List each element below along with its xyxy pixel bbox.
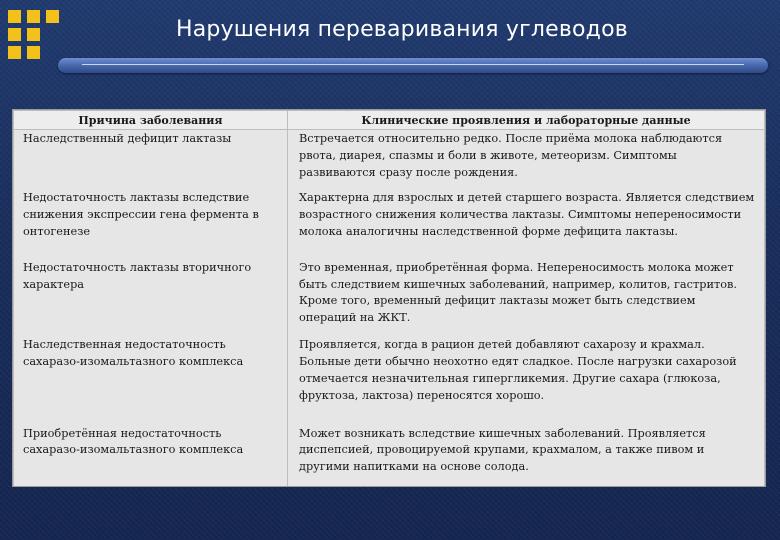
cause-cell: Недостаточность лактазы вследствие снижения экспрессии гена фермента в онтогенезе [14, 189, 288, 258]
clinical-cell: Проявляется, когда в рацион детей добавляют сахарозу и крахмал. Больные дети обычно неохотно едят сладкое. После нагрузки сахарозой отмечается незначительная гипергликемия. Другие сахара (глюкоза, фруктоза, лактоза) переносятся хорошо. [288, 336, 765, 424]
title-underline-line [82, 64, 744, 65]
lactase-disorders-table [13, 110, 765, 486]
cause-cell: Приобретённая недостаточность сахаразо-изомальтазного комплекса [14, 425, 288, 486]
cause-cell: Наследственная недостаточность сахаразо-изомальтазного комплекса [14, 336, 288, 424]
clinical-cell: Может возникать вследствие кишечных заболеваний. Проявляется диспепсией, провоцируемой крупами, крахмалом, а также пивом и другими напитками на основе солода. [288, 425, 765, 486]
table-row [14, 425, 765, 486]
table-header-row [14, 111, 765, 130]
table-row [14, 189, 765, 258]
title-underline-bar [58, 58, 768, 73]
header-clinical: Клинические проявления и лабораторные данные [288, 111, 765, 130]
table-row [14, 259, 765, 336]
clinical-cell: Это временная, приобретённая форма. Непереносимость молока может быть следствием кишечных заболеваний, например, колитов, гастритов. Кроме того, временный дефицит лактазы может быть следствием операций на ЖКТ. [288, 259, 765, 336]
content-table-panel [13, 110, 765, 486]
header-cause: Причина заболевания [14, 111, 288, 130]
clinical-cell: Встречается относительно редко. После приёма молока наблюдаются рвота, диарея, спазмы и боли в животе, метеоризм. Симптомы развиваются сразу после рождения. [288, 130, 765, 190]
cause-cell: Наследственный дефицит лактазы [14, 130, 288, 190]
cause-cell: Недостаточность лактазы вторичного характера [14, 259, 288, 336]
table-row [14, 336, 765, 424]
table-row [14, 130, 765, 190]
clinical-cell: Характерна для взрослых и детей старшего возраста. Является следствием возрастного снижения количества лактазы. Симптомы непереносимости молока аналогичны наследственной форме дефицита лактазы. [288, 189, 765, 258]
slide-title: Нарушения переваривания углеводов [176, 17, 628, 42]
